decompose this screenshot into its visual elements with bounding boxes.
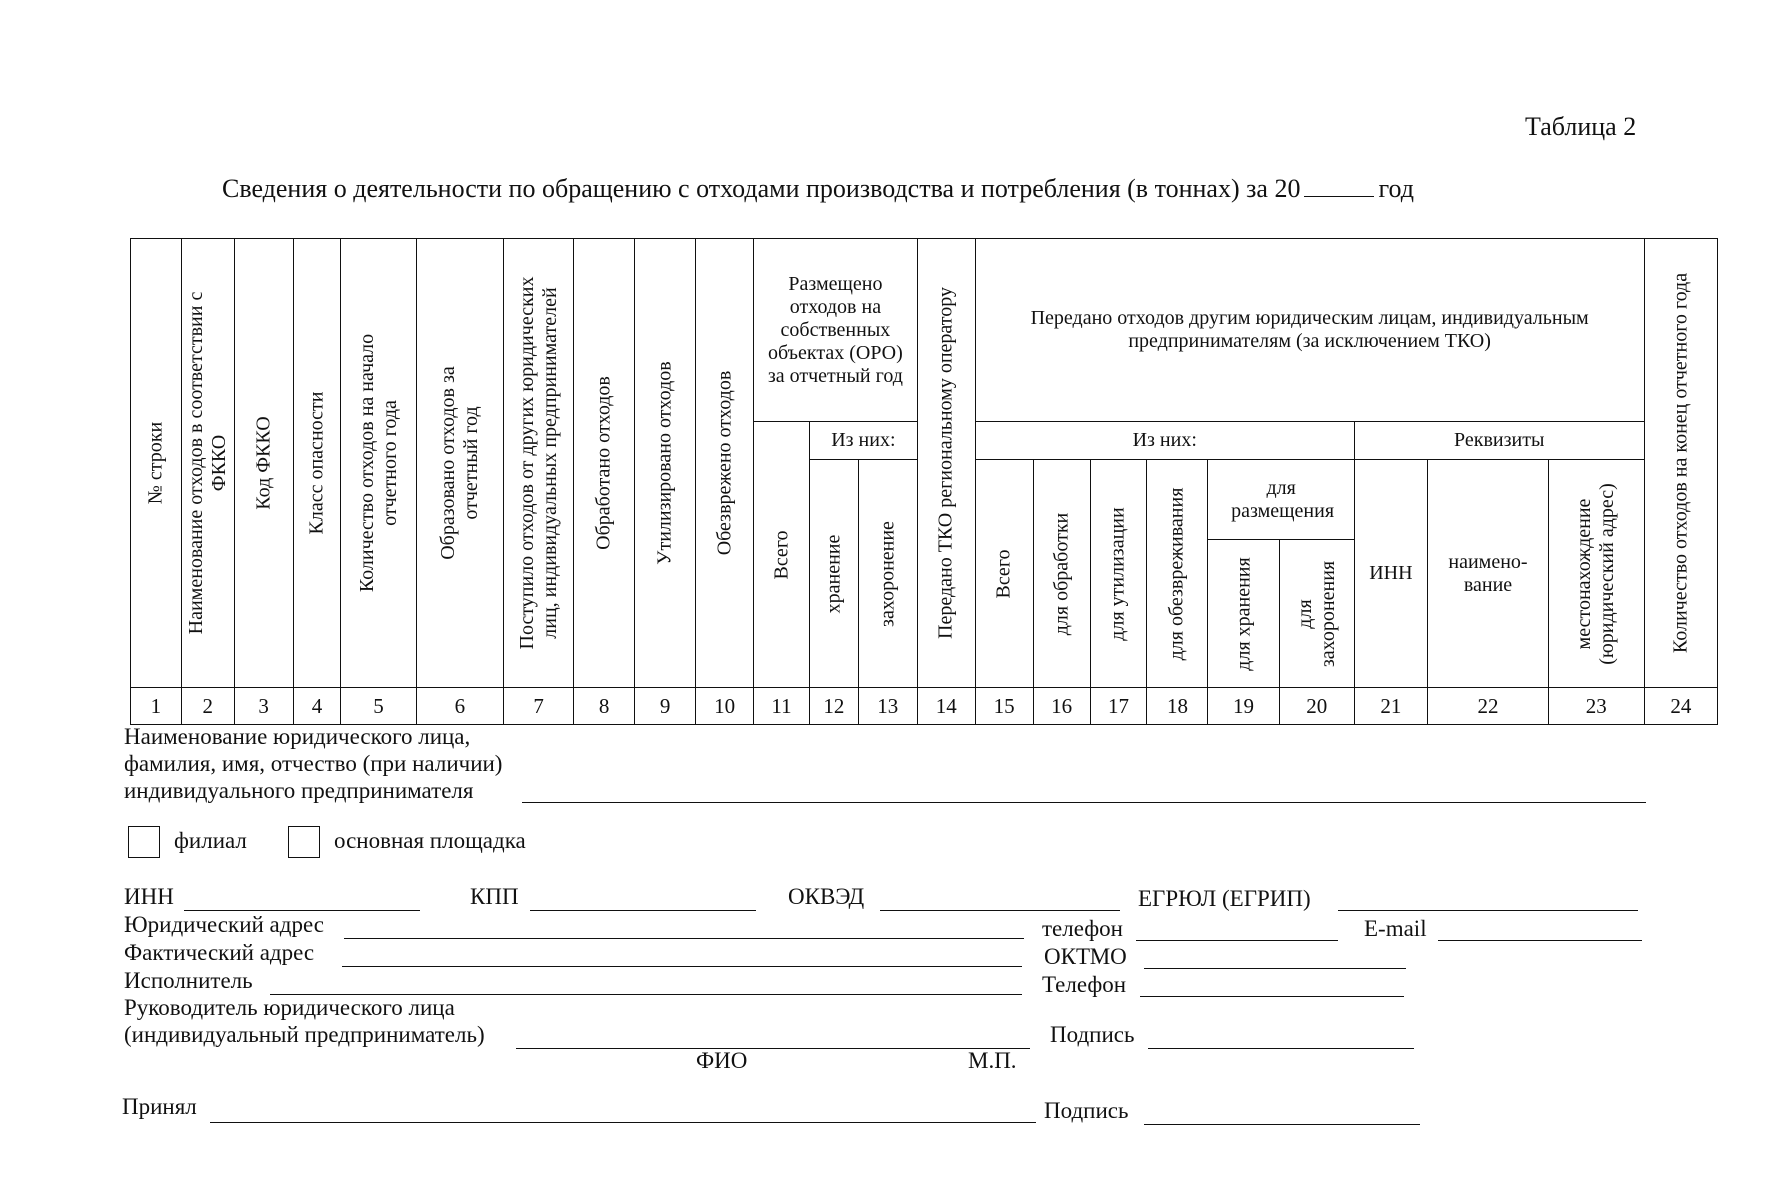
email-label: E-mail [1364, 916, 1427, 941]
actual-address-field[interactable] [342, 966, 1022, 967]
column-number: 14 [917, 688, 975, 725]
column-number: 6 [416, 688, 503, 725]
executor-phone-field[interactable] [1140, 996, 1404, 997]
header-end-amount: Количество отходов на конец отчетного года [1644, 239, 1717, 688]
header-placement-group: для размещения [1208, 460, 1354, 540]
column-number: 8 [574, 688, 635, 725]
actual-address-label: Фактический адрес [124, 940, 315, 965]
egrul-field[interactable] [1338, 910, 1638, 911]
signature-label: Подпись [1050, 1022, 1135, 1047]
oktmo-field[interactable] [1144, 968, 1406, 969]
column-number: 21 [1354, 688, 1427, 725]
okved-label: ОКВЭД [788, 884, 865, 909]
column-number: 22 [1428, 688, 1549, 725]
document-title [222, 174, 1414, 204]
header-for-storage: для хранения [1208, 540, 1279, 688]
signature-field[interactable] [1148, 1048, 1414, 1049]
header-fkko-code: Код ФККО [234, 239, 293, 688]
phone-field[interactable] [1136, 940, 1338, 941]
header-oro-group: Размещено отходов на собственных объектах (ОРО) за отчетный год [754, 239, 918, 422]
email-field[interactable] [1438, 940, 1642, 941]
column-number: 20 [1279, 688, 1354, 725]
column-number: 15 [975, 688, 1033, 725]
header-name: наимено-вание [1428, 460, 1549, 688]
signature2-field[interactable] [1144, 1124, 1420, 1125]
okved-field[interactable] [880, 910, 1120, 911]
column-number: 3 [234, 688, 293, 725]
column-number: 4 [293, 688, 341, 725]
header-for-processing: для обработки [1033, 460, 1090, 688]
column-number: 13 [858, 688, 917, 725]
column-number: 1 [131, 688, 182, 725]
legal-address-label: Юридический адрес [124, 912, 324, 937]
header-neutralized: Обезврежено отходов [696, 239, 754, 688]
kpp-field[interactable] [530, 910, 756, 911]
header-transfer-of-them: Из них: [975, 422, 1354, 460]
header-hazard-class: Класс опасности [293, 239, 341, 688]
kpp-label: КПП [470, 884, 519, 909]
waste-activity-table [130, 238, 1718, 725]
accepted-label: Принял [122, 1094, 197, 1119]
signature2-label: Подпись [1044, 1098, 1129, 1123]
title-text: Сведения о деятельности по обращению с отходами производства и потребления (в тоннах) за 20 [222, 174, 1301, 203]
oktmo-label: ОКТМО [1044, 944, 1127, 969]
header-generated: Образовано отходов за отчетный год [416, 239, 503, 688]
column-number: 2 [181, 688, 234, 725]
header-row-number: № строки [131, 239, 182, 688]
head-field[interactable] [516, 1048, 1030, 1049]
inn-label: ИНН [124, 884, 174, 909]
inn-field[interactable] [184, 910, 420, 911]
column-number: 24 [1644, 688, 1717, 725]
egrul-label: ЕГРЮЛ (ЕГРИП) [1138, 886, 1311, 911]
head-label: Руководитель юридического лица (индивидуальный предприниматель) [124, 995, 485, 1047]
main-site-label: основная площадка [334, 828, 526, 853]
fio-caption: ФИО [696, 1048, 748, 1073]
column-number: 17 [1090, 688, 1147, 725]
header-storage: хранение [810, 460, 859, 688]
branch-checkbox[interactable] [128, 826, 160, 858]
column-number: 12 [810, 688, 859, 725]
header-for-neutralization: для обезвреживания [1147, 460, 1208, 688]
column-number: 7 [504, 688, 574, 725]
column-number: 10 [696, 688, 754, 725]
header-processed: Обработано отходов [574, 239, 635, 688]
branch-label: филиал [174, 828, 247, 853]
header-requisites: Реквизиты [1354, 422, 1644, 460]
header-location: местонахождение (юридический адрес) [1548, 460, 1644, 688]
column-number: 5 [341, 688, 416, 725]
header-waste-name: Наименование отходов в соответствии с ФККО [181, 239, 234, 688]
header-received: Поступило отходов от других юридических лиц, индивидуальных предпринимателей [504, 239, 574, 688]
title-year-suffix: год [1378, 174, 1414, 203]
entity-name-label: Наименование юридического лица, фамилия, имя, отчество (при наличии) индивидуального предпринимателя [124, 724, 503, 803]
header-for-utilization: для утилизации [1090, 460, 1147, 688]
column-number: 23 [1548, 688, 1644, 725]
column-number: 16 [1033, 688, 1090, 725]
column-number: 9 [635, 688, 696, 725]
table-number-label: Таблица 2 [1525, 112, 1637, 141]
column-number: 11 [754, 688, 810, 725]
column-number: 19 [1208, 688, 1279, 725]
accepted-field[interactable] [210, 1122, 1036, 1123]
header-tko-operator: Передано ТКО региональному оператору [917, 239, 975, 688]
year-blank-field[interactable] [1304, 176, 1374, 197]
header-utilized: Утилизировано отходов [635, 239, 696, 688]
executor-phone-label: Телефон [1042, 972, 1127, 997]
header-start-amount: Количество отходов на начало отчетного года [341, 239, 416, 688]
header-for-burial: для захоронения [1279, 540, 1354, 688]
executor-label: Исполнитель [124, 968, 253, 993]
main-site-checkbox[interactable] [288, 826, 320, 858]
header-transfer-group: Передано отходов другим юридическим лицам, индивидуальным предпринимателям (за исключением ТКО) [975, 239, 1644, 422]
header-inn: ИНН [1354, 460, 1427, 688]
header-oro-of-them: Из них: [810, 422, 918, 460]
column-number: 18 [1147, 688, 1208, 725]
legal-address-field[interactable] [344, 938, 1024, 939]
header-transfer-total: Всего [975, 460, 1033, 688]
header-burial: захоронение [858, 460, 917, 688]
stamp-caption: М.П. [968, 1048, 1017, 1073]
column-numbers-row [131, 688, 1718, 725]
phone-label: телефон [1042, 916, 1123, 941]
header-oro-total: Всего [754, 422, 810, 688]
entity-name-field[interactable] [522, 802, 1646, 803]
